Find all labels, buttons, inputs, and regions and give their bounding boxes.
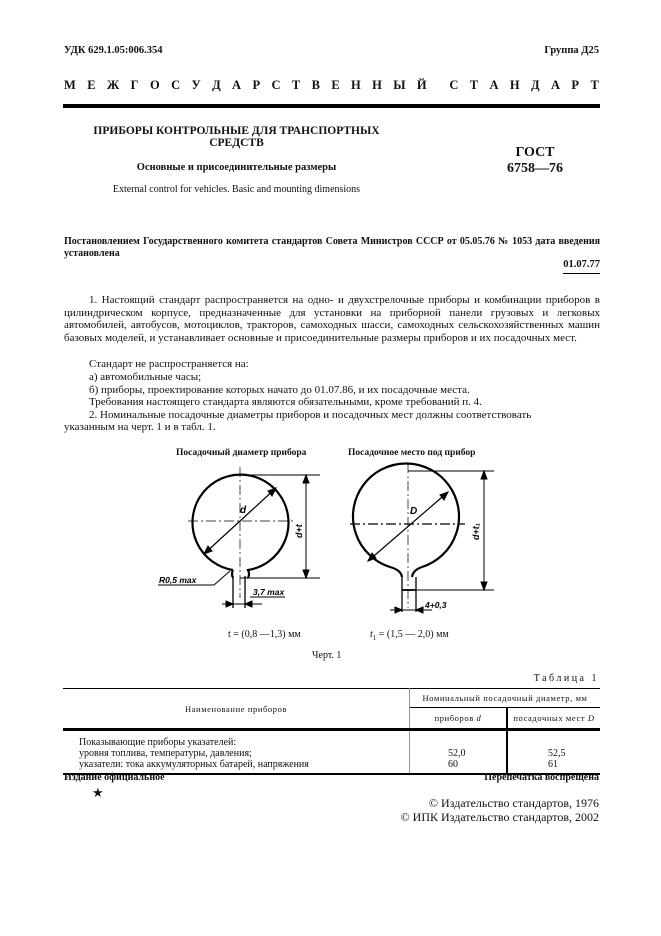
table-1	[63, 688, 600, 775]
exclusion-b: б) приборы, проектирование которых начато до 01.07.86, и их посадочные места.	[89, 384, 470, 396]
exclusion-a: а) автомобильные часы;	[89, 371, 202, 383]
banner-letter: А	[232, 78, 242, 92]
banner-letter: С	[171, 78, 181, 92]
left-height-dim: d+t	[294, 524, 304, 538]
d-value-2: 60	[448, 759, 458, 770]
col-D-text: посадочных мест	[513, 713, 588, 723]
english-title: External control for vehicles. Basic and mounting dimensions	[112, 184, 361, 195]
row-fuel-temp-pressure: уровня топлива, температуры, давления;	[79, 748, 252, 759]
udk-code: УДК 629.1.05:006.354	[64, 45, 163, 56]
table-label: Таблица 1	[533, 673, 599, 684]
banner-letter: Н	[351, 78, 361, 92]
row-group-title: Показывающие приборы указателей:	[79, 737, 237, 748]
row-current-voltage: указатели: тока аккумуляторных батарей, напряжения	[79, 759, 309, 770]
title-line-1: ПРИБОРЫ КОНТРОЛЬНЫЕ ДЛЯ ТРАНСПОРТНЫХ	[93, 125, 380, 137]
figure-number: Черт. 1	[312, 650, 342, 661]
banner-letter: Г	[130, 78, 139, 92]
decree-text: Постановлением Государственного комитета стандартов Совета Министров СССР от 05.05.76 № 1053 дата введения установлена	[64, 236, 600, 259]
paragraph-2-line-1: 2. Номинальные посадочные диаметры приборов и посадочных мест должны соответствовать	[89, 409, 532, 421]
star-icon: ★	[92, 785, 104, 800]
banner-letter: Т	[590, 78, 599, 92]
col-d-header	[410, 708, 508, 730]
copyright-2002: © ИПК Издательство стандартов, 2002	[400, 810, 599, 824]
col-name-header: Наименование приборов	[63, 689, 410, 730]
banner-letter: Н	[372, 78, 382, 92]
right-width-note: 4+0,3	[425, 600, 447, 610]
group-code: Группа Д25	[544, 45, 599, 56]
left-width-note: 3,7 max	[253, 587, 285, 597]
group-header: Номинальный посадочный диаметр, мм	[410, 689, 601, 708]
banner-letter: Е	[87, 78, 96, 92]
figure-left-label: Посадочный диаметр прибора	[176, 448, 307, 458]
paragraph-1: 1. Настоящий стандарт распространяется на одно- и двухстрелочные приборы и комбинации приборов в цилиндрическом корпусе, предназначенные для установки на приборной панели грузовых и легковых автомобилей, автобусов, мотоциклов, тракторов, самоходных шасси, самоходных сельскохозяйственных машин базовых моделей, и устанавливает основные и присоединительные размеры приборов и их посадочных мест.	[64, 294, 600, 344]
col-D-header	[507, 708, 600, 730]
col-d-symbol: d	[476, 713, 482, 723]
banner-letter: У	[191, 78, 201, 92]
banner-letter: С	[449, 78, 459, 92]
figure-right-label: Посадочное место под прибор	[348, 448, 476, 458]
gost-label: ГОСТ	[515, 145, 555, 160]
banner-letter: В	[311, 78, 320, 92]
right-figure-caption	[370, 629, 449, 642]
table-row-name	[63, 730, 410, 775]
left-figure-caption: t = (0,8 —1,3) мм	[228, 629, 301, 640]
col-d-text: приборов	[434, 713, 477, 723]
t1-range: = (1,5 — 2,0) мм	[376, 629, 449, 640]
banner-letter: Ж	[106, 78, 120, 92]
left-radius-note: R0,5 max	[159, 575, 197, 585]
exclusions-intro: Стандарт не распространяется на:	[89, 358, 249, 370]
banner-letter: Т	[469, 78, 479, 92]
D-value-1: 52,5	[548, 748, 566, 759]
D-value-2: 61	[548, 759, 558, 770]
reprint-prohibited: Перепечатка воспрещена	[484, 772, 599, 783]
right-height-dim: d+t₁	[471, 523, 481, 540]
effective-date: 01.07.77	[563, 259, 600, 274]
banner-letter: С	[271, 78, 281, 92]
banner-letter: А	[551, 78, 561, 92]
banner-letter: Ы	[393, 78, 406, 92]
banner-letter: Р	[571, 78, 580, 92]
t-subscript: 1	[372, 634, 377, 642]
left-diameter-symbol: d	[240, 505, 247, 516]
banner-letter: Й	[416, 78, 427, 92]
right-diameter-symbol: D	[410, 506, 418, 517]
banner-letter: М	[64, 78, 76, 92]
official-edition: Издание официальное	[64, 772, 165, 783]
banner-letter: Е	[331, 78, 340, 92]
copyright-1976: © Издательство стандартов, 1976	[428, 796, 599, 810]
d-value-1: 52,0	[448, 748, 466, 759]
table-cell-d	[410, 730, 508, 775]
t-symbol: t	[370, 629, 373, 640]
banner-letter: Д	[531, 78, 540, 92]
banner-letter: Н	[509, 78, 520, 92]
banner-letter: Р	[252, 78, 261, 92]
document-subtitle: Основные и присоединительные размеры	[136, 162, 337, 173]
col-D-symbol: D	[587, 713, 595, 723]
paragraph-2-line-2: указанным на черт. 1 и в табл. 1.	[64, 421, 216, 433]
banner-letter: А	[489, 78, 499, 92]
mandatory-note: Требования настоящего стандарта являются обязательными, кроме требований п. 4.	[89, 396, 482, 408]
title-line-2: СРЕДСТВ	[209, 137, 264, 149]
table-cell-D	[507, 730, 600, 775]
banner-letter: Т	[291, 78, 301, 92]
gost-number: 6758—76	[507, 161, 563, 176]
banner-letter: О	[149, 78, 160, 92]
banner-letter: Д	[212, 78, 221, 92]
